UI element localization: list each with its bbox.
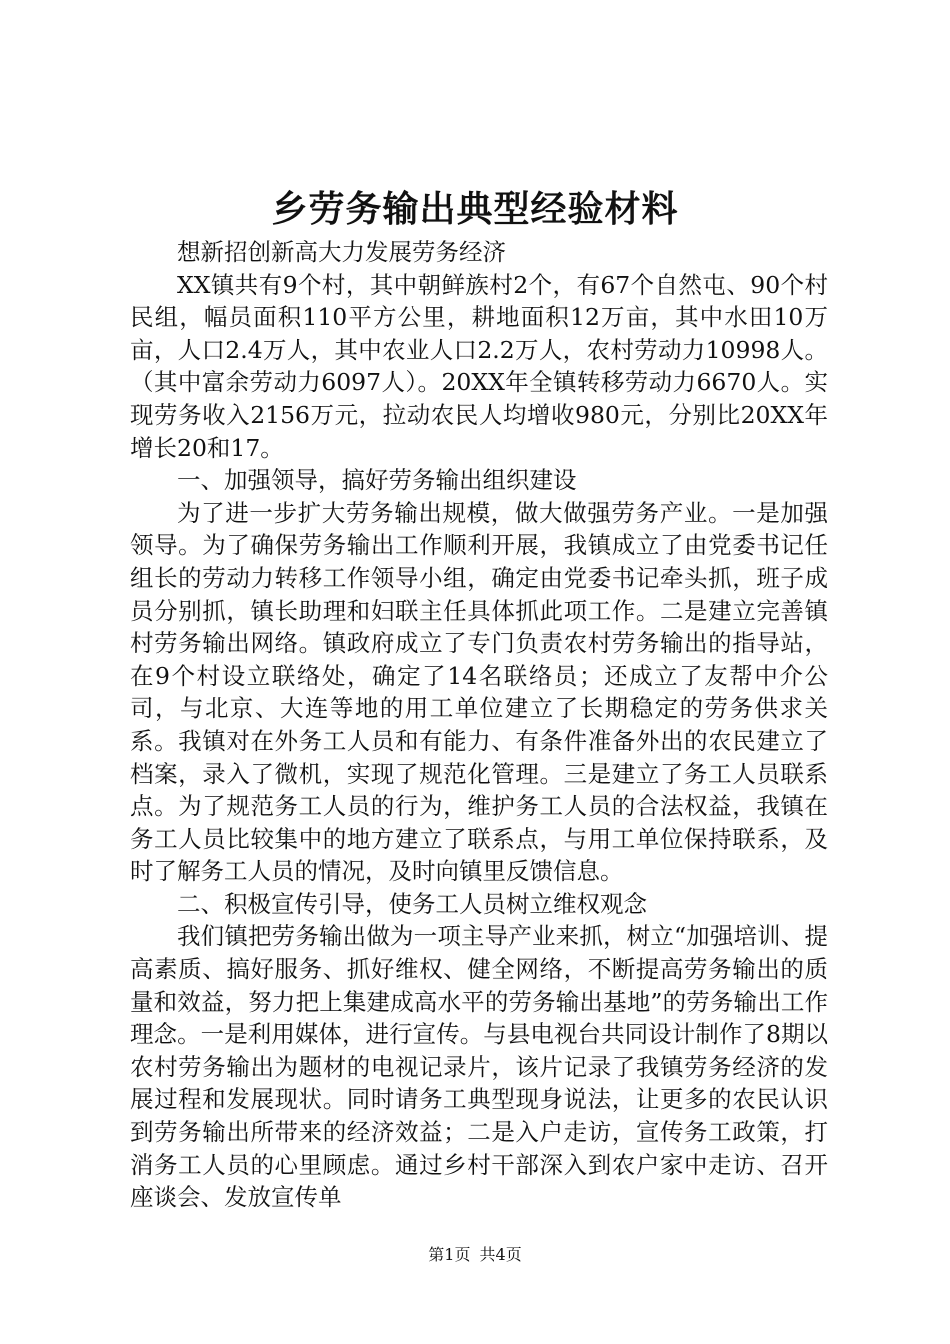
paragraph-section-1: 为了进一步扩大劳务输出规模，做大做强劳务产业。一是加强领导。为了确保劳务输出工作顺利开展，我镇成立了由党委书记任组长的劳动力转移工作领导小组，确定由党委书记牵头抓，班子成员分别抓，镇长助理和妇联主任具体抓此项工作。二是建立完善镇村劳务输出网络。镇政府成立了专门负责农村劳务输出的指导站，在9个村设立联络处，确定了14名联络员；还成立了友帮中介公司，与北京、大连等地的用工单位建立了长期稳定的劳务供求关系。我镇对在外务工人员和有能力、有条件准备外出的农民建立了档案，录入了微机，实现了规范化管理。三是建立了务工人员联系点。为了规范务工人员的行为，维护务工人员的合法权益，我镇在务工人员比较集中的地方建立了联系点，与用工单位保持联系，及时了解务工人员的情况，及时向镇里反馈信息。: [130, 498, 828, 886]
page-footer: [0, 1244, 950, 1266]
page-number: 第1页: [428, 1245, 471, 1264]
document-title: 乡劳务输出典型经验材料: [271, 188, 679, 230]
paragraph-overview: XX镇共有9个村，其中朝鲜族村2个，有67个自然屯、90个村民组，幅员面积110平方公里，耕地面积12万亩，其中水田10万亩，人口2.4万人，其中农业人口2.2万人，农村劳动力10998人。（其中富余劳动力6097人）。20XX年全镇转移劳动力6670人。实现劳务收入2156万元，拉动农民人均增收980元，分别比20XX年增长20和17。: [130, 270, 828, 462]
page-count: 共4页: [479, 1245, 522, 1264]
document-subtitle: 想新招创新高大力发展劳务经济: [177, 238, 506, 266]
section-heading-2: 二、积极宣传引导，使务工人员树立维权观念: [177, 889, 647, 918]
paragraph-section-2: 我们镇把劳务输出做为一项主导产业来抓，树立“加强培训、提高素质、搞好服务、抓好维权、健全网络，不断提高劳务输出的质量和效益，努力把上集建成高水平的劳务输出基地”的劳务输出工作理念。一是利用媒体，进行宣传。与县电视台共同设计制作了8期以农村劳务输出为题材的电视记录片，该片记录了我镇劳务经济的发展过程和发展现状。同时请务工典型现身说法，让更多的农民认识到劳务输出所带来的经济效益；二是入户走访，宣传务工政策，打消务工人员的心里顾虑。通过乡村干部深入到农户家中走访、召开座谈会、发放宣传单: [130, 922, 828, 1212]
document-body: [130, 236, 828, 1214]
section-heading-1: 一、加强领导，搞好劳务输出组织建设: [177, 466, 577, 495]
